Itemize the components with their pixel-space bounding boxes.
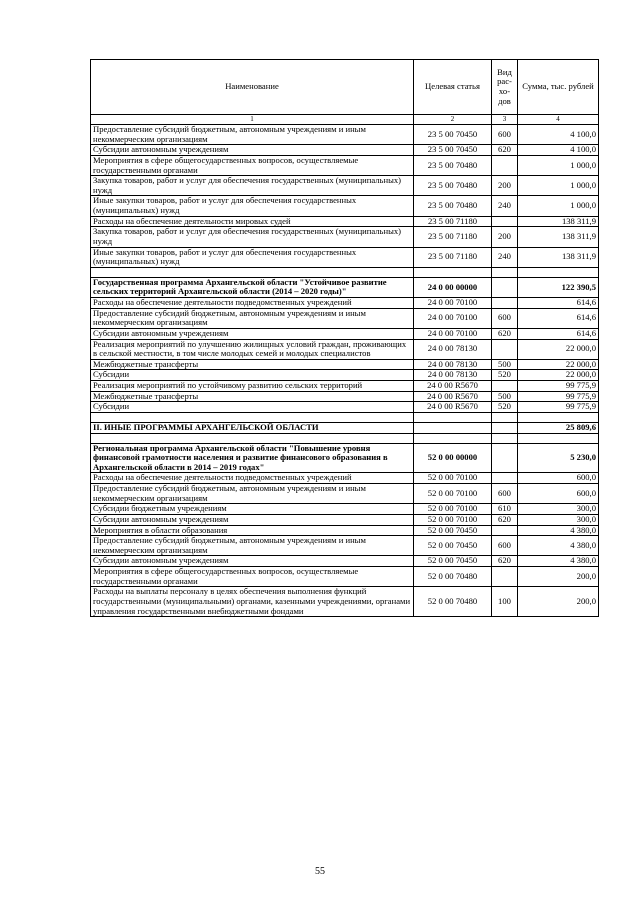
table-row [91, 504, 599, 515]
cell-target-article: 52 0 00 70100 [414, 484, 492, 504]
cell-target-article: 24 0 00 78130 [414, 339, 492, 359]
section-row [91, 422, 599, 433]
table-row [91, 247, 599, 267]
cell-expense-type: 620 [492, 514, 518, 525]
section-row [91, 443, 599, 473]
cell-sum: 614,6 [518, 308, 599, 328]
cell-sum: 138 311,9 [518, 216, 599, 227]
cell-name: Иные закупки товаров, работ и услуг для обеспечения государственных (муниципальных) нужд [91, 196, 414, 216]
table-row [91, 556, 599, 567]
cell-target-article: 52 0 00 70450 [414, 556, 492, 567]
cell-sum: 22 000,0 [518, 370, 599, 381]
spacer-row [91, 412, 599, 422]
cell-sum: 600,0 [518, 484, 599, 504]
empty-cell [91, 433, 414, 443]
cell-sum: 99 775,9 [518, 391, 599, 402]
cell-expense-type: 620 [492, 328, 518, 339]
cell-sum: 5 230,0 [518, 443, 599, 473]
cell-sum: 600,0 [518, 473, 599, 484]
cell-target-article: 24 0 00 00000 [414, 277, 492, 297]
header-name: Наименование [91, 60, 414, 115]
cell-name: Предоставление субсидий бюджетным, автономным учреждениям и иным некоммерческим организациям [91, 484, 414, 504]
spacer-row [91, 267, 599, 277]
cell-target-article: 52 0 00 70100 [414, 514, 492, 525]
empty-cell [91, 412, 414, 422]
cell-expense-type: 520 [492, 370, 518, 381]
cell-sum: 4 100,0 [518, 145, 599, 156]
cell-name: Субсидии бюджетным учреждениям [91, 504, 414, 515]
table-row [91, 381, 599, 392]
column-number: 3 [492, 115, 518, 125]
cell-expense-type: 500 [492, 359, 518, 370]
cell-name: Мероприятия в сфере общегосударственных вопросов, осуществляемые государственными органами [91, 567, 414, 587]
cell-expense-type: 600 [492, 484, 518, 504]
cell-target-article [414, 422, 492, 433]
cell-target-article: 23 5 00 71180 [414, 216, 492, 227]
cell-expense-type: 620 [492, 145, 518, 156]
header-expense-type: Вид рас-хо-дов [492, 60, 518, 115]
cell-expense-type: 200 [492, 176, 518, 196]
cell-target-article: 24 0 00 70100 [414, 328, 492, 339]
page-number: 55 [315, 866, 325, 877]
table-row [91, 308, 599, 328]
table-row [91, 359, 599, 370]
cell-name: Субсидии автономным учреждениям [91, 145, 414, 156]
cell-name: Субсидии [91, 370, 414, 381]
cell-target-article: 24 0 00 78130 [414, 370, 492, 381]
empty-cell [91, 267, 414, 277]
table-row [91, 155, 599, 175]
empty-cell [414, 412, 492, 422]
cell-sum: 1 000,0 [518, 196, 599, 216]
empty-cell [414, 267, 492, 277]
table-row [91, 298, 599, 309]
cell-expense-type [492, 155, 518, 175]
cell-expense-type [492, 473, 518, 484]
cell-expense-type [492, 339, 518, 359]
cell-target-article: 52 0 00 70450 [414, 525, 492, 536]
cell-sum: 99 775,9 [518, 402, 599, 413]
cell-sum: 138 311,9 [518, 247, 599, 267]
cell-target-article: 52 0 00 70100 [414, 473, 492, 484]
cell-expense-type [492, 381, 518, 392]
cell-expense-type: 200 [492, 227, 518, 247]
cell-sum: 614,6 [518, 298, 599, 309]
cell-target-article: 24 0 00 R5670 [414, 402, 492, 413]
cell-name: Расходы на обеспечение деятельности подведомственных учреждений [91, 298, 414, 309]
cell-name: Закупка товаров, работ и услуг для обеспечения государственных (муниципальных) нужд [91, 227, 414, 247]
empty-cell [492, 412, 518, 422]
cell-expense-type [492, 443, 518, 473]
cell-target-article: 52 0 00 70480 [414, 587, 492, 617]
cell-sum: 4 380,0 [518, 536, 599, 556]
table-row [91, 370, 599, 381]
cell-expense-type: 500 [492, 391, 518, 402]
cell-name: Расходы на обеспечение деятельности подведомственных учреждений [91, 473, 414, 484]
cell-name: Предоставление субсидий бюджетным, автономным учреждениям и иным некоммерческим организациям [91, 536, 414, 556]
cell-expense-type: 240 [492, 247, 518, 267]
cell-expense-type [492, 567, 518, 587]
cell-target-article: 52 0 00 00000 [414, 443, 492, 473]
budget-table [90, 59, 599, 617]
column-number-row [91, 115, 599, 125]
cell-name: Мероприятия в сфере общегосударственных вопросов, осуществляемые государственными органами [91, 155, 414, 175]
cell-target-article: 23 5 00 70480 [414, 196, 492, 216]
empty-cell [492, 267, 518, 277]
empty-cell [518, 267, 599, 277]
table-row [91, 227, 599, 247]
cell-target-article: 23 5 00 70450 [414, 145, 492, 156]
cell-target-article: 23 5 00 71180 [414, 247, 492, 267]
table-row [91, 587, 599, 617]
cell-expense-type [492, 277, 518, 297]
table-row [91, 473, 599, 484]
empty-cell [414, 433, 492, 443]
table-row [91, 402, 599, 413]
cell-name: II. ИНЫЕ ПРОГРАММЫ АРХАНГЕЛЬСКОЙ ОБЛАСТИ [91, 422, 414, 433]
cell-expense-type [492, 298, 518, 309]
table-row [91, 536, 599, 556]
cell-target-article: 24 0 00 R5670 [414, 381, 492, 392]
cell-name: Межбюджетные трансферты [91, 391, 414, 402]
cell-name: Межбюджетные трансферты [91, 359, 414, 370]
cell-sum: 300,0 [518, 504, 599, 515]
table-row [91, 176, 599, 196]
cell-name: Реализация мероприятий по улучшению жилищных условий граждан, проживающих в сельской местности, в том числе молодых семей и молодых специалистов [91, 339, 414, 359]
table-row [91, 145, 599, 156]
cell-expense-type: 100 [492, 587, 518, 617]
empty-cell [518, 433, 599, 443]
cell-target-article: 23 5 00 70480 [414, 155, 492, 175]
cell-name: Иные закупки товаров, работ и услуг для обеспечения государственных (муниципальных) нужд [91, 247, 414, 267]
cell-expense-type [492, 422, 518, 433]
cell-sum: 4 100,0 [518, 125, 599, 145]
cell-expense-type [492, 216, 518, 227]
column-number: 2 [414, 115, 492, 125]
section-row [91, 277, 599, 297]
cell-name: Субсидии автономным учреждениям [91, 556, 414, 567]
cell-name: Субсидии автономным учреждениям [91, 514, 414, 525]
cell-expense-type [492, 525, 518, 536]
cell-name: Расходы на обеспечение деятельности мировых судей [91, 216, 414, 227]
table-row [91, 484, 599, 504]
table-row [91, 391, 599, 402]
cell-sum: 99 775,9 [518, 381, 599, 392]
cell-expense-type: 520 [492, 402, 518, 413]
cell-expense-type: 620 [492, 556, 518, 567]
cell-sum: 200,0 [518, 587, 599, 617]
table-row [91, 514, 599, 525]
cell-name: Закупка товаров, работ и услуг для обеспечения государственных (муниципальных) нужд [91, 176, 414, 196]
table-row [91, 196, 599, 216]
cell-target-article: 24 0 00 R5670 [414, 391, 492, 402]
cell-target-article: 52 0 00 70480 [414, 567, 492, 587]
cell-name: Субсидии автономным учреждениям [91, 328, 414, 339]
cell-expense-type: 600 [492, 536, 518, 556]
cell-sum: 4 380,0 [518, 556, 599, 567]
cell-target-article: 23 5 00 71180 [414, 227, 492, 247]
cell-sum: 25 809,6 [518, 422, 599, 433]
cell-target-article: 23 5 00 70450 [414, 125, 492, 145]
cell-name: Реализация мероприятий по устойчивому развитию сельских территорий [91, 381, 414, 392]
cell-name: Предоставление субсидий бюджетным, автономным учреждениям и иным некоммерческим организациям [91, 308, 414, 328]
table-row [91, 339, 599, 359]
cell-name: Субсидии [91, 402, 414, 413]
spacer-row [91, 433, 599, 443]
table-header-row [91, 60, 599, 115]
empty-cell [518, 412, 599, 422]
header-sum: Сумма, тыс. рублей [518, 60, 599, 115]
cell-target-article: 52 0 00 70100 [414, 504, 492, 515]
cell-sum: 614,6 [518, 328, 599, 339]
cell-target-article: 24 0 00 70100 [414, 298, 492, 309]
table-body [91, 125, 599, 617]
table-row [91, 125, 599, 145]
cell-target-article: 52 0 00 70450 [414, 536, 492, 556]
cell-name: Предоставление субсидий бюджетным, автономным учреждениям и иным некоммерческим организациям [91, 125, 414, 145]
cell-expense-type: 600 [492, 125, 518, 145]
cell-sum: 22 000,0 [518, 339, 599, 359]
cell-sum: 1 000,0 [518, 155, 599, 175]
table-row [91, 328, 599, 339]
cell-target-article: 24 0 00 78130 [414, 359, 492, 370]
cell-sum: 138 311,9 [518, 227, 599, 247]
cell-target-article: 23 5 00 70480 [414, 176, 492, 196]
cell-sum: 4 380,0 [518, 525, 599, 536]
cell-name: Расходы на выплаты персоналу в целях обеспечения выполнения функций государственными (муниципальными) органами, казенными учреждениями, органами управления государственными внебюджетными фондами [91, 587, 414, 617]
cell-sum: 1 000,0 [518, 176, 599, 196]
cell-target-article: 24 0 00 70100 [414, 308, 492, 328]
table-row [91, 525, 599, 536]
table-row [91, 216, 599, 227]
cell-sum: 200,0 [518, 567, 599, 587]
cell-name: Государственная программа Архангельской области "Устойчивое развитие сельских территорий Архангельской области (2014 – 2020 годы)" [91, 277, 414, 297]
header-target-article: Целевая статья [414, 60, 492, 115]
table-row [91, 567, 599, 587]
cell-sum: 22 000,0 [518, 359, 599, 370]
column-number: 4 [518, 115, 599, 125]
cell-name: Мероприятия в области образования [91, 525, 414, 536]
cell-sum: 122 390,5 [518, 277, 599, 297]
cell-name: Региональная программа Архангельской области "Повышение уровня финансовой грамотности населения и развитие финансового образования в Архангельской области в 2014 – 2019 годах" [91, 443, 414, 473]
cell-expense-type: 600 [492, 308, 518, 328]
cell-expense-type: 610 [492, 504, 518, 515]
empty-cell [492, 433, 518, 443]
column-number: 1 [91, 115, 414, 125]
cell-expense-type: 240 [492, 196, 518, 216]
cell-sum: 300,0 [518, 514, 599, 525]
